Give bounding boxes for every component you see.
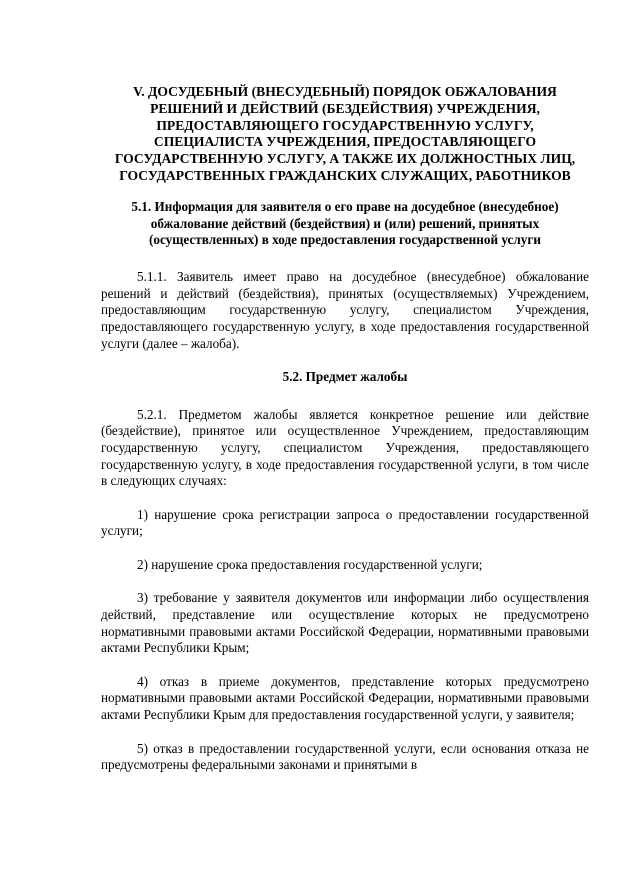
subsection-5-2-title: 5.2. Предмет жалобы: [282, 369, 408, 385]
section-title: V. ДОСУДЕБНЫЙ (ВНЕСУДЕБНЫЙ) ПОРЯДОК ОБЖАЛОВАНИЯ РЕШЕНИЙ И ДЕЙСТВИЙ (БЕЗДЕЙСТВИЯ) УЧРЕЖДЕНИЯ, ПРЕДОСТАВЛЯЮЩЕГО ГОСУДАРСТВЕННУЮ УСЛУГУ, СПЕЦИАЛИСТА УЧРЕЖДЕНИЯ, ПРЕДОСТАВЛЯЮЩЕГО ГОСУДАРСТВЕННУЮ УСЛУГУ, А ТАКЖЕ ИХ ДОЛЖНОСТНЫХ ЛИЦ, ГОСУДАРСТВЕННЫХ ГРАЖДАНСКИХ СЛУЖАЩИХ, РАБОТНИКОВ: [114, 84, 576, 183]
paragraph-5-1-1: 5.1.1. Заявитель имеет право на досудебное (внесудебное) обжалование решений и действий (бездействия), принятых (осуществляемых) Учреждением, предоставляющим государственную услугу, специалистом Учреждения, предоставляющего государственную услугу, в ходе предоставления государственной услуги (далее – жалоба).: [101, 269, 589, 351]
list-item-1: 1) нарушение срока регистрации запроса о предоставлении государственной услуги;: [101, 506, 589, 539]
document-page: [101, 84, 589, 791]
list-item-5: 5) отказ в предоставлении государственной услуги, если основания отказа не предусмотрены федеральными законами и принятыми в: [101, 740, 589, 773]
subsection-5-1-title: 5.1. Информация для заявителя о его праве на досудебное (внесудебное) обжалование действий (бездействия) и (или) решений, принятых (осуществленных) в ходе предоставления государственной услуги: [131, 198, 559, 248]
list-item-4: 4) отказ в приеме документов, представление которых предусмотрено нормативными правовыми актами Российской Федерации, нормативными правовыми актами Республики Крым для предоставления государственной услуги, у заявителя;: [101, 673, 589, 723]
list-item-2: 2) нарушение срока предоставления государственной услуги;: [137, 556, 483, 572]
paragraph-5-2-1: 5.2.1. Предметом жалобы является конкретное решение или действие (бездействие), принятое или осуществленное Учреждением, предоставляющим государственную услугу, специалистом Учреждения, предоставляющего государственную услугу, в ходе предоставления государственной услуги, в том числе в следующих случаях:: [101, 406, 589, 489]
list-item-3: 3) требование у заявителя документов или информации либо осуществления действий, представление или осуществление которых не предусмотрено нормативными правовыми актами Российской Федерации, нормативными правовыми актами Республики Крым;: [101, 590, 589, 656]
